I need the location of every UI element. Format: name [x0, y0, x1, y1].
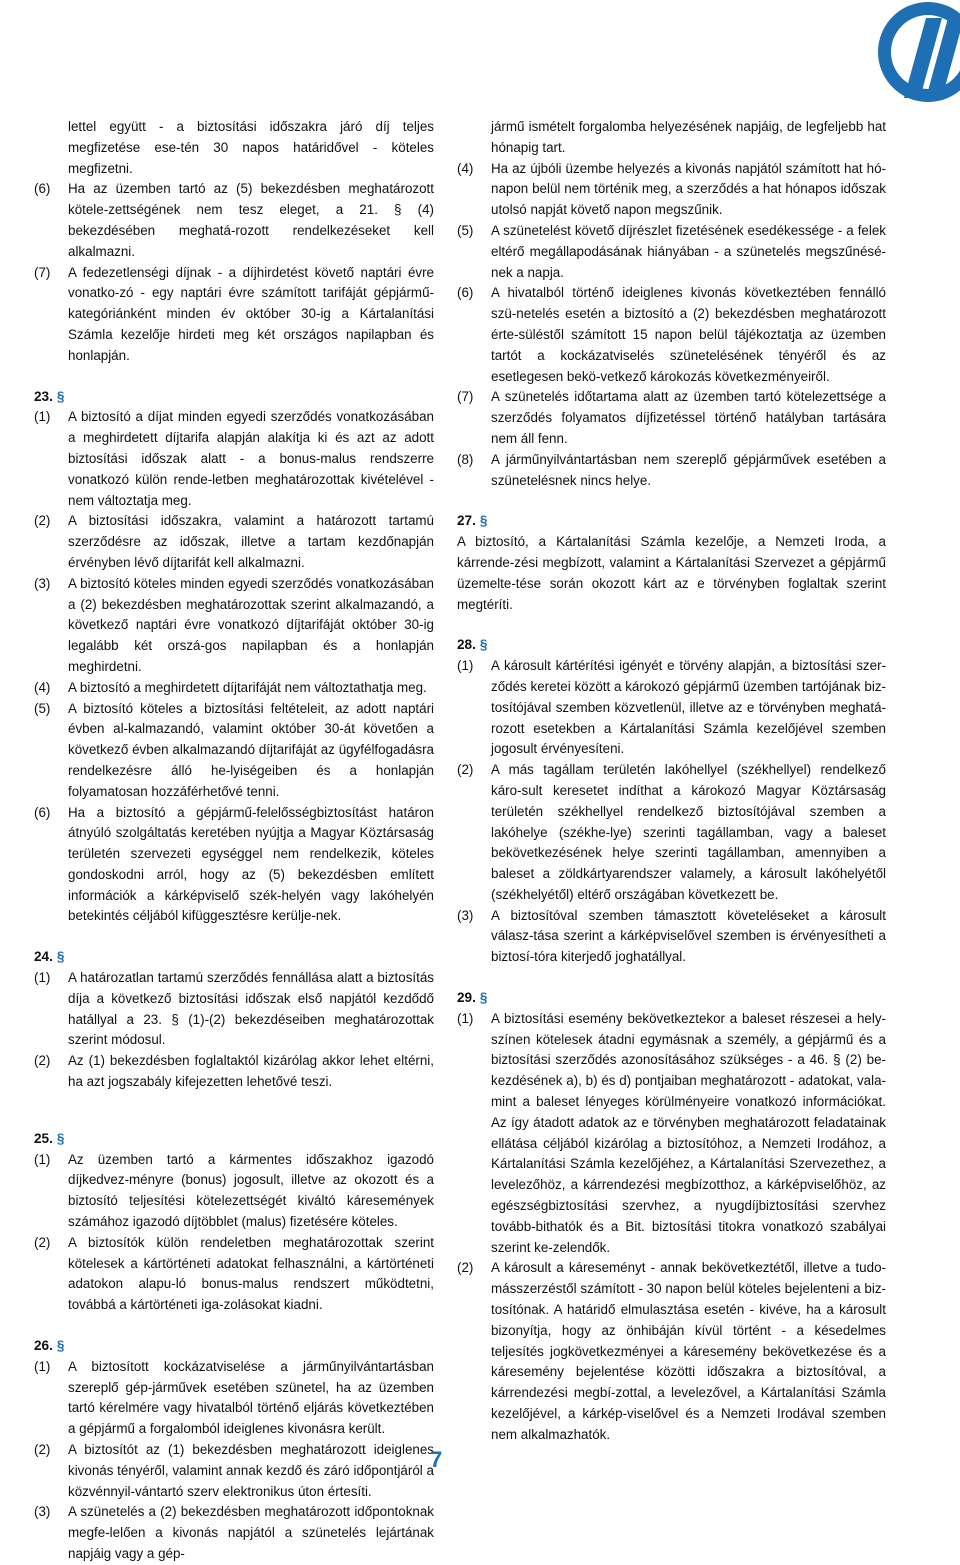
paragraph-item: (2) A biztosítót az (1) bekezdésben meghatározott ideiglenes kivonás tényéről, valamint annak kezdő és záró időpontjáról a közvénnyil-vántartó szerv elektronikus úton értesíti.	[34, 1442, 434, 1499]
section-heading-23: 23. §	[34, 388, 65, 404]
paragraph-item: (4) A biztosító a meghirdetett díjtarifáját nem változtathatja meg.	[34, 679, 427, 695]
paragraph-item: (2) A más tagállam területén lakóhellyel (székhellyel) rendelkező káro-sult keresetet indíthat a károkozó Magyar Köztársaság területén székhellyel rendelkező biztosítójával szemben a lakóhelye (székhe-lye) szerinti tagállamban, vagy a baleset bekövetkezésének helye szerinti tagállamban, amennyiben a baleset a zöldkártyarendszer valamely, a károsult lakóhelyétől (székhelyétől) eltérő országában következett be.	[457, 762, 886, 902]
section-heading-28: 28. §	[457, 637, 488, 653]
brand-logo-icon	[870, 0, 960, 112]
paragraph-item: (8) A járműnyilvántartásban nem szereplő gépjárművek esetében a szünetelésnek nincs helye.	[457, 451, 886, 488]
paragraph-item: (3) A biztosítóval szemben támasztott követeléseket a károsult válasz-tása szerint a kárképviselővel szemben is érvényesítheti a biztosí-tóra kiterjedő joghatállyal.	[457, 907, 886, 965]
paragraph-item: (1) A biztosítási esemény bekövetkeztekor a baleset részesei a hely-színen kötelesek átadni egymásnak a személy, a gépjármű és a biztosítási szerződés azonosításához szükséges - a 46. § (2) be-kezdésének a), b) és d) pontjaiban meghatározott - adatokat, vala-mint a baleset lényeges körülményeire vonatkozó információkat. Az így átadott adatok az e törvényben meghatározott feladatainak ellátása céljából kizárólag a biztosítóhoz, a Nemzeti Irodához, a Kártalanítási Számla kezelőjéhez, a Kártalanítási Szervezethez, a levelezőhöz, a kárrendezési megbízotthoz, a kárképviselőhöz, az egészségbiztosítási szervhez, a nyugdíjbiztosítási szervhez tovább-bithatók és a Bit. biztosítási titokra vonatkozó szabályai szerint ke-zelendők.	[457, 1010, 886, 1255]
paragraph-continued: jármű ismételt forgalomba helyezésének napjáig, de legfeljebb hat hónapig tart.	[491, 119, 886, 155]
paragraph-continued: lettel együtt - a biztosítási időszakra járó díj teljes megfizetése ese-tén 30 napos határidővel - köteles megfizetni.	[68, 119, 434, 176]
section-heading-24: 24. §	[34, 949, 65, 965]
paragraph-item: (1) Az üzemben tartó a kármentes időszakhoz igazodó díjkedvez-ményre (bonus) jogosult, illetve az okozott és a biztosító teljesítési kötelezettségét kiváltó káresemények számához igazodó díjtöbblet (malus) fizetésére köteles.	[34, 1151, 434, 1230]
paragraph-item: (5) A biztosító köteles a biztosítási feltételeit, az adott naptári évben al-kalmazandó, valamint október 30-át követően a következő évben alkalmazandó díjtarifáját az ügyfélfogadásra rendelkezésre álló he-lyiségeiben és a honlapján folyamatosan hozzáférhetővé tenni.	[34, 700, 434, 799]
paragraph-text: A biztosító, a Kártalanítási Számla kezelője, a Nemzeti Iroda, a kárrende-zési megbízott, valamint a Kártalanítási Szervezet a gépjármű üzemelte-tése során okozott kárt az e törvényben foglaltak szerint megtéríti.	[457, 534, 886, 612]
left-column	[34, 117, 434, 1565]
paragraph-item: (6) Ha az üzemben tartó az (5) bekezdésben meghatározott kötele-zettségének nem tesz eleget, a 21. § (4) bekezdésében meghatá-rozott rendelkezéseket kell alkalmazni.	[34, 181, 434, 259]
paragraph-item: (1) A biztosító a díjat minden egyedi szerződés vonatkozásában a meghirdetett díjtarifa alapján alakítja ki és azt az adott biztosítási időszak alatt - a bonus-malus rendszerre vonatkozó külön rende-letben meghatározottak kivételével - nem változtatja meg.	[34, 409, 434, 508]
paragraph-item: (5) A szünetelést követő díjrészlet fizetésének esedékessége - a felek eltérő megállapodásának hiányában - a szünetelés megszűnésé-nek a napja.	[457, 222, 886, 280]
paragraph-item: (1) A károsult kártérítési igényét e törvény alapján, a biztosítási szer-ződés keretei között a károkozó gépjármű üzemben tartójának biz-tosítójával szemben közvetlenül, illetve az e törvényben meghatá-rozott esetekben a Kártalanítási Számla kezelőjével szemben jogosult érvényesíteni.	[457, 658, 886, 757]
paragraph-item: (7) A szünetelés időtartama alatt az üzemben tartó kötelezettsége a szerződés folyamatos díjfizetéssel történő hatályban tartására nem áll fenn.	[457, 389, 886, 446]
paragraph-item: (1) A biztosított kockázatviselése a járműnyilvántartásban szereplő gép-járművek esetében szünetel, ha az üzemben tartó kérelmére vagy hivatalból történő eljárás következtében a gépjármű a forgalomból ideiglenes kivonásra került.	[34, 1358, 434, 1437]
page-number: 7	[430, 1447, 443, 1472]
paragraph-item: (2) A károsult a káreseményt - annak bekövetkeztétől, illetve a tudo-másszerzéstől számított - 30 napon belül köteles bejelenteni a biz-tosítónak. A határidő elmulasztása esetén - kivéve, ha a károsult bizonyítja, hogy az önhibáján kívül történt - a késedelmes teljesítés jogkövetkezményei a káresemény bekövetkezése és a káresemény bejelentése közötti időszakra a biztosítóval, a kárrendezési megbí-zottal, a levelezővel, a Kártalanítási Számla kezelőjével, a kárkép-viselővel és a Nemzeti Irodával szemben nem alkalmazhatók.	[457, 1260, 886, 1442]
paragraph-item: (7) A fedezetlenségi díjnak - a díjhirdetést követő naptári évre vonatko-zó - egy naptári évre számított tarifáját gépjármű-kategóriánként minden év október 30-ig a Kártalanítási Számla kezelője hirdeti meg két országos napilapban és honlapján.	[34, 264, 434, 363]
paragraph-item: (2) A biztosítók külön rendeletben meghatározottak szerint kötelesek a kártörténeti adatokat felhasználni, a kártörténeti adatokon alapu-ló bonus-malus rendszert működtetni, továbbá a kártörténeti iga-zolásokat kiadni.	[34, 1234, 434, 1313]
paragraph-item: (1) A határozatlan tartamú szerződés fennállása alatt a biztosítás díja a következő biztosítási időszak első napjától kezdődő hatállyal a 23. § (1)-(2) bekezdéseiben meghatározottak szerint módosul.	[34, 970, 434, 1048]
section-heading-26: 26. §	[34, 1338, 65, 1354]
paragraph-item: (6) Ha a biztosító a gépjármű-felelősségbiztosítást határon átnyúló szolgáltatás keretében nyújtja a Magyar Köztársaság területén szervezeti egységgel nem rendelkezik, köteles gondoskodni arról, hogy az (5) bekezdésben említett információk a kárképviselő szék-helyén vagy lakóhelyén betekintés céljából kifüggesztésre kerülje-nek.	[34, 804, 434, 924]
paragraph-item: (2) A biztosítási időszakra, valamint a határozott tartamú szerződésre az időszak, illetve a tartam kezdőnapján érvényben lévő díjtarifát kell alkalmazni.	[34, 513, 434, 570]
paragraph-item: (3) A szünetelés a (2) bekezdésben meghatározott időpontoknak megfe-lelően a kivonás napjától a szünetelés lejártának napjáig vagy a gép-	[34, 1504, 434, 1561]
section-heading-27: 27. §	[457, 513, 488, 529]
right-column	[457, 117, 886, 1446]
section-heading-25: 25. §	[34, 1130, 65, 1146]
paragraph-item: (3) A biztosító köteles minden egyedi szerződés vonatkozásában a (2) bekezdésben meghatározottak szerint alkalmazandó, a következő naptári évre vonatkozó díjtarifáját október 30-ig legalább két orszá-gos napilapban és a honlapján meghirdetni.	[34, 575, 434, 674]
paragraph-item: (4) Ha az újbóli üzembe helyezés a kivonás napjától számított hat hó-napon belül nem történik meg, a szerződés a hat hónapos időszak utolsó napját követő napon megszűnik.	[457, 160, 886, 218]
paragraph-item: (2) Az (1) bekezdésben foglaltaktól kizárólag akkor lehet eltérni, ha azt jogszabály kifejezetten lehetővé teszi.	[34, 1053, 434, 1090]
section-heading-29: 29. §	[457, 990, 488, 1006]
paragraph-item: (6) A hivatalból történő ideiglenes kivonás következtében fennálló szü-netelés esetén a biztosító a (2) bekezdésben meghatározott érte-süléstől számított 15 napon belül tájékoztatja az üzemben tartót a kockázatviselés szünetelésének tényéről és az esetlegesen bekö-vetkező károkozás következményeiről.	[457, 285, 886, 384]
